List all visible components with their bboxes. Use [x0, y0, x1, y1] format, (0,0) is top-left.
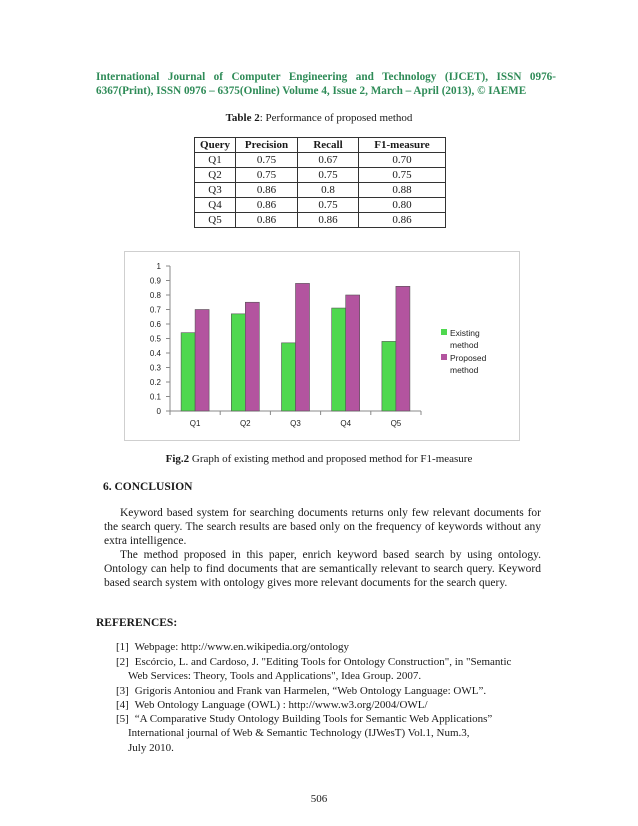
table-row: [195, 198, 446, 213]
y-tick-label: 0.7: [149, 305, 161, 315]
conclusion-paragraph: Keyword based system for searching documents returns only few relevant documents for the search query. The search results are based only on the frequency of keywords without any extra intelligence.: [104, 507, 541, 548]
table-cell: 0.70: [359, 153, 446, 168]
section-heading-references: REFERENCES:: [96, 617, 178, 629]
x-tick-label: Q5: [390, 419, 402, 428]
table-cell: 0.75: [236, 168, 298, 183]
table-cell: 0.86: [359, 213, 446, 228]
x-tick-label: Q2: [239, 419, 251, 428]
journal-header-line1: International Journal of Computer Engineering and Technology (IJCET), ISSN 0976-: [96, 71, 556, 83]
table-caption: [0, 112, 638, 124]
table-cell: 0.75: [359, 168, 446, 183]
table-cell: Q4: [195, 198, 236, 213]
table-row: [195, 213, 446, 228]
x-tick-label: Q4: [340, 419, 352, 428]
reference-number: [4]: [116, 699, 129, 711]
journal-header-line2: 6367(Print), ISSN 0976 – 6375(Online) Volume 4, Issue 2, March – April (2013), © IAEME: [96, 85, 527, 97]
reference-number: [5]: [116, 713, 129, 725]
table-cell: 0.86: [236, 213, 298, 228]
y-tick-label: 0.2: [149, 378, 161, 387]
reference-item: [116, 655, 546, 684]
reference-item: [116, 684, 546, 698]
figure-caption-text: Graph of existing method and proposed method for F1-measure: [189, 453, 473, 465]
reference-item: [116, 640, 546, 654]
reference-text: Grigoris Antoniou and Frank van Harmelen, “Web Ontology Language: OWL”.: [134, 685, 487, 697]
y-tick-label: 0.9: [149, 276, 161, 286]
legend-swatch: [441, 354, 447, 360]
y-tick-label: 1: [156, 262, 161, 271]
bar-proposed-q3: [296, 283, 310, 411]
bar-existing-q1: [181, 333, 195, 411]
table-cell: Q1: [195, 153, 236, 168]
legend-label: Existing: [450, 328, 480, 338]
reference-text: Webpage: http://www.en.wikipedia.org/ontology: [134, 641, 350, 653]
table-header-row: [195, 138, 446, 153]
legend-swatch: [441, 329, 447, 335]
table-header-cell: Precision: [236, 138, 298, 153]
table-cell: 0.86: [298, 213, 359, 228]
performance-table: [194, 137, 446, 228]
bar-existing-q2: [231, 314, 245, 411]
table-cell: 0.8: [298, 183, 359, 198]
table-cell: 0.67: [298, 153, 359, 168]
table-cell: Q5: [195, 213, 236, 228]
table-cell: 0.80: [359, 198, 446, 213]
reference-number: [1]: [116, 641, 129, 653]
table-cell: 0.75: [298, 198, 359, 213]
reference-text-continued: International journal of Web & Semantic Technology (IJWesT) Vol.1, Num.3,: [128, 727, 470, 740]
table-header-cell: F1-measure: [359, 138, 446, 153]
x-tick-label: Q1: [189, 419, 201, 428]
bar-existing-q3: [282, 343, 296, 411]
table-cell: 0.75: [236, 153, 298, 168]
table-row: [195, 183, 446, 198]
journal-header: [96, 70, 556, 98]
reference-number: [3]: [116, 685, 129, 697]
bar-proposed-q5: [396, 286, 410, 411]
figure-caption: [0, 453, 638, 465]
bar-existing-q5: [382, 341, 396, 411]
table-cell: 0.88: [359, 183, 446, 198]
y-tick-label: 0.5: [149, 334, 161, 344]
reference-text: Web Ontology Language (OWL) : http://www.w3.org/2004/OWL/: [134, 699, 428, 711]
y-tick-label: 0.3: [149, 363, 161, 373]
y-tick-label: 0: [156, 407, 161, 416]
table-header-cell: Recall: [298, 138, 359, 153]
table-row: [195, 168, 446, 183]
table-cell: Q2: [195, 168, 236, 183]
figure-caption-label: Fig.2: [165, 453, 190, 465]
reference-text: “A Comparative Study Ontology Building Tools for Semantic Web Applications”: [134, 713, 493, 725]
y-tick-label: 0.4: [149, 349, 161, 358]
table-cell: Q3: [195, 183, 236, 198]
bar-existing-q4: [332, 308, 346, 411]
bar-proposed-q1: [195, 310, 209, 412]
legend-label: method: [450, 340, 479, 350]
table-cell: 0.75: [298, 168, 359, 183]
chart-canvas: [125, 252, 519, 440]
x-tick-label: Q3: [290, 419, 301, 428]
table-header-cell: Query: [195, 138, 236, 153]
reference-text: Escórcio, L. and Cardoso, J. "Editing Tools for Ontology Construction", in "Semantic: [134, 656, 512, 668]
table-caption-label: Table 2: [225, 112, 260, 124]
bar-proposed-q2: [245, 302, 259, 411]
bar-proposed-q4: [346, 295, 360, 411]
y-tick-label: 0.8: [149, 291, 161, 300]
table-caption-text: : Performance of proposed method: [259, 112, 413, 124]
legend-label: method: [450, 365, 479, 375]
section-heading-conclusion: 6. CONCLUSION: [103, 481, 193, 493]
reference-item: [116, 698, 546, 712]
table-cell: 0.86: [236, 198, 298, 213]
y-tick-label: 0.6: [149, 320, 161, 329]
conclusion-paragraph: The method proposed in this paper, enrich keyword based search by using ontology. Ontology can help to find documents that are semantically relevant to search query. Keyword based search system with ontology gives more relevant documents for the search query.: [104, 549, 541, 590]
y-tick-label: 0.1: [149, 392, 161, 402]
reference-text-continued: July 2010.: [128, 741, 174, 754]
legend-label: Proposed: [450, 353, 487, 363]
table-row: [195, 153, 446, 168]
page-number: 506: [310, 793, 328, 805]
f1-bar-chart: [124, 251, 520, 441]
reference-item: [116, 712, 546, 755]
reference-text-continued: Web Services: Theory, Tools and Applications", Idea Group. 2007.: [128, 670, 422, 683]
table-cell: 0.86: [236, 183, 298, 198]
reference-number: [2]: [116, 656, 129, 668]
